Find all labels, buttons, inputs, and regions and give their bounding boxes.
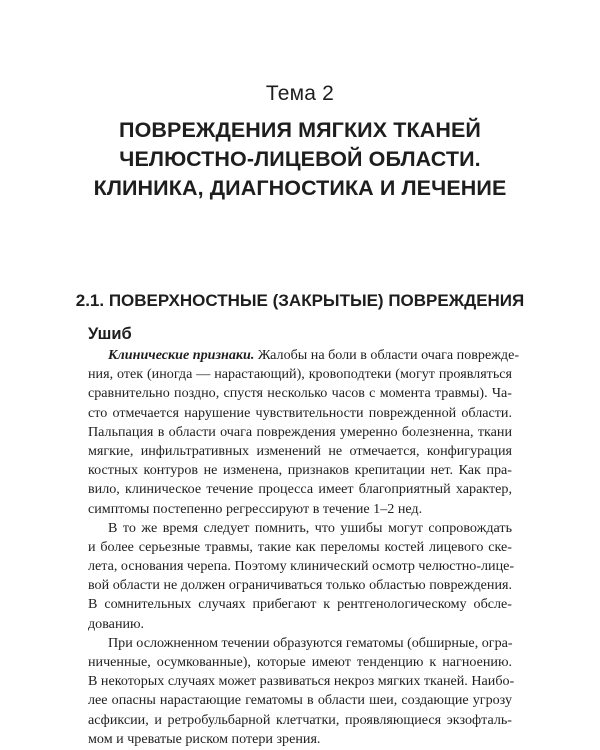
chapter-title-line: ЧЕЛЮСТНО-ЛИЦЕВОЙ ОБЛАСТИ. bbox=[119, 147, 481, 171]
chapter-title bbox=[40, 116, 560, 203]
text-line: В сомнительных случаях прибегают к рентгенологическому обсле- bbox=[88, 596, 512, 613]
text-line: сто отмечается нарушение чувствительности поврежденной области. bbox=[88, 404, 512, 421]
text-line bbox=[88, 346, 520, 365]
text-line: вой области не должен ограничиваться только областью повреждения. bbox=[88, 577, 512, 594]
text-line: лета, основания черепа. Поэтому клинический осмотр челюстно-лице- bbox=[88, 558, 515, 575]
text-line: костных контуров не изменена, признаков крепитации нет. Как пра- bbox=[88, 462, 512, 479]
theme-label: Тема 2 bbox=[265, 82, 335, 105]
chapter-title-line: ПОВРЕЖДЕНИЯ МЯГКИХ ТКАНЕЙ bbox=[119, 118, 481, 142]
text-line: асфиксии, и ретробульбарной клетчатки, проявляющиеся экзофталь- bbox=[88, 711, 512, 728]
text-line: дованию. bbox=[88, 615, 145, 632]
text-line: симптомы постепенно регрессируют в течение 1–2 нед. bbox=[88, 500, 423, 517]
text-fragment: Жалобы на боли в области очага поврежде- bbox=[254, 347, 520, 363]
text-line: В то же время следует помнить, что ушибы могут сопровождать bbox=[108, 519, 512, 536]
body-text bbox=[88, 346, 520, 749]
section-title: 2.1. ПОВЕРХНОСТНЫЕ (ЗАКРЫТЫЕ) ПОВРЕЖДЕНИЯ bbox=[75, 291, 525, 310]
text-line: вило, клиническое течение процесса имеет благоприятный характер, bbox=[88, 481, 512, 498]
text-line: и более серьезные травмы, такие как переломы костей лицевого ске- bbox=[88, 538, 512, 555]
text-line: Пальпация в области очага повреждения умеренно болезненна, ткани bbox=[88, 423, 512, 440]
text-line: При осложненном течении образуются гематомы (обширные, огра- bbox=[108, 634, 513, 651]
text-line: мягкие, инфильтративных изменений не отмечается, конфигурация bbox=[88, 442, 512, 459]
text-line: ниченные, осумкованные), которые имеют тенденцию к нагноению. bbox=[88, 654, 512, 670]
chapter-title-line: КЛИНИКА, ДИАГНОСТИКА И ЛЕЧЕНИЕ bbox=[93, 176, 507, 200]
text-line: ния, отек (иногда — нарастающий), кровоподтеки (могут проявляться bbox=[88, 366, 512, 383]
text-line: В некоторых случаях может развиваться некроз мягких тканей. Наибо- bbox=[88, 673, 515, 690]
lead-in-heading: Клинические признаки. bbox=[108, 347, 255, 363]
subsection-title: Ушиб bbox=[88, 325, 132, 343]
text-line: лее опасны нарастающие гематомы в области шеи, создающие угрозу bbox=[88, 692, 512, 709]
text-line: сравнительно поздно, спустя несколько часов с момента травмы). Ча- bbox=[88, 385, 512, 402]
text-line: мом и чреватые риском потери зрения. bbox=[88, 730, 321, 747]
